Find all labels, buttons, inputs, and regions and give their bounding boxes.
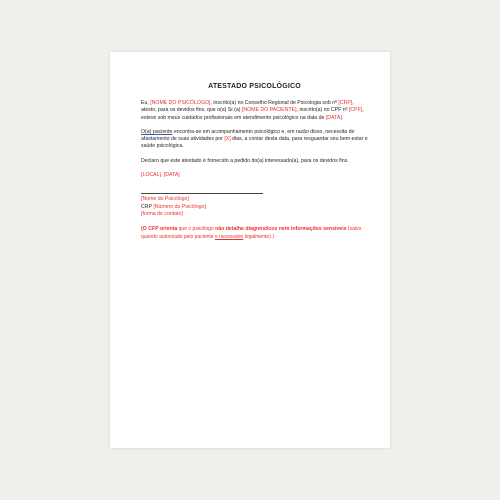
- signature-name-placeholder: [Nome do Psicólogo]: [141, 196, 189, 203]
- crp-placeholder: [CRP]: [338, 100, 353, 106]
- text: e necessário: [214, 233, 244, 240]
- text: encontra-se em acompanhamento psicológico e, em razão disso, necessita de afastamento de suas atividades por: [141, 128, 355, 143]
- psychologist-name-placeholder: [NOME DO PSICÓLOGO]: [150, 100, 211, 106]
- text: dias, a contar desta data, para resguardar seu bem-estar e saúde psicológica.: [141, 136, 368, 150]
- paragraph-request: Declaro que este atestado é fornecido a pedido do(a) interessado(a), para os devidos fins.: [141, 157, 349, 164]
- text: Eu,: [141, 100, 151, 106]
- text: não detalhe diagnósticos nem informações sensíveis: [215, 226, 347, 233]
- date-placeholder: [DATA]: [325, 114, 342, 121]
- text: (salvo quando autorizado pelo paciente: [141, 226, 362, 240]
- paragraph-declaration: [141, 100, 368, 122]
- text: , atesto, para os devidos fins, que o(a) Sr.(a): [141, 100, 354, 114]
- document-title: ATESTADO PSICOLÓGICO: [208, 83, 301, 90]
- cfp-warning-note: [141, 226, 368, 241]
- text: , inscrito(a) no CPF nº: [296, 107, 349, 114]
- text: (O: [141, 226, 149, 233]
- patient-link-text: O(a) paciente: [141, 128, 173, 135]
- text: , esteve sob meus cuidados profissionais em atendimento psicológico na data de: [141, 107, 364, 121]
- signature-line: [141, 193, 263, 194]
- document-page: [110, 52, 390, 448]
- signature-crp: [141, 204, 368, 211]
- location-date-placeholder: [LOCAL], [DATA]: [141, 172, 180, 179]
- patient-name-placeholder: [NOME DO PACIENTE]: [241, 107, 297, 114]
- text: , inscrito(a) no Conselho Regional de Psicologia sob nº: [210, 100, 339, 106]
- cpf-placeholder: [CPF]: [348, 107, 363, 114]
- contact-placeholder: [forma de contato]: [141, 210, 183, 217]
- text: CFP orienta: [148, 226, 178, 233]
- text: .: [341, 114, 344, 121]
- crp-label: CRP: [141, 203, 154, 210]
- text: que o psicólogo: [177, 226, 216, 233]
- paragraph-leave: [141, 129, 368, 151]
- crp-number-placeholder: [Número do Psicólogo]: [153, 203, 206, 210]
- days-placeholder: [X]: [224, 136, 231, 143]
- text: legalmente).): [243, 233, 274, 240]
